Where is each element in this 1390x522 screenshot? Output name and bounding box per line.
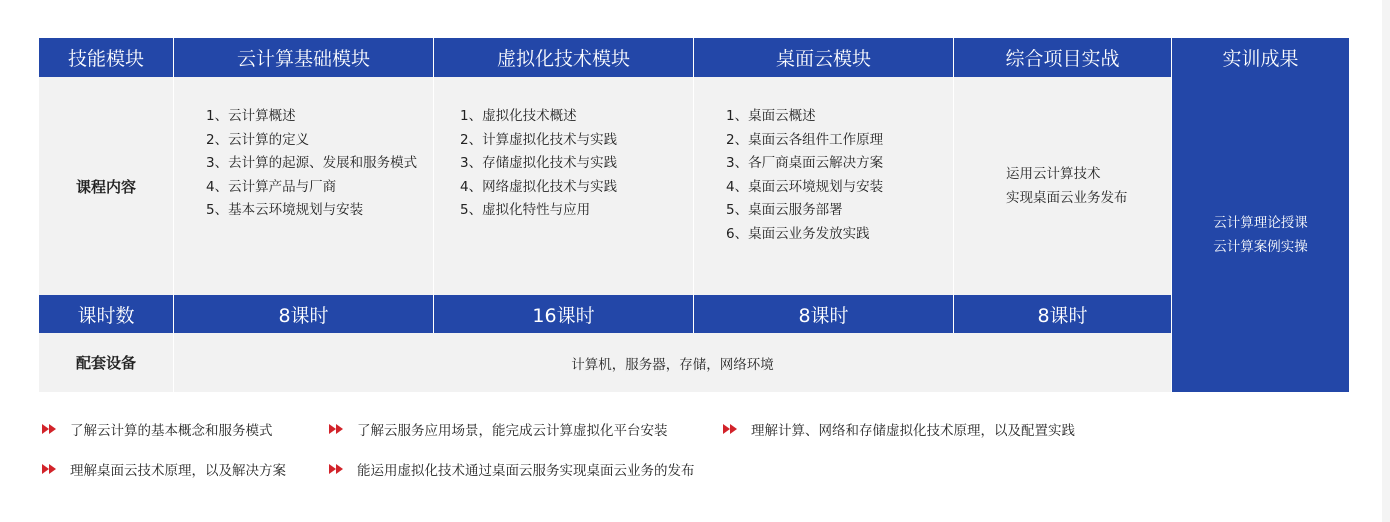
- header-results: 实训成果: [1172, 38, 1349, 77]
- list-item: 2、桌面云各组件工作原理: [726, 131, 884, 148]
- list-item: 5、虚拟化特性与应用: [460, 202, 591, 218]
- results-cell: [1172, 77, 1349, 392]
- list-item: 4、桌面云环境规划与安装: [726, 178, 884, 195]
- goal-item: [329, 419, 668, 439]
- list-item: 5、基本云环境规划与安装: [206, 202, 364, 218]
- goal-text: 了解云服务应用场景，能完成云计算虚拟化平台安装: [357, 423, 668, 439]
- list-item: 3、各厂商桌面云解决方案: [726, 155, 884, 171]
- list-item: 3、去计算的起源、发展和服务模式: [206, 155, 418, 171]
- equipment-value: 计算机，服务器，存储，网络环境: [174, 333, 1172, 392]
- list-item: 6、桌面云业务发放实践: [726, 225, 870, 242]
- hours-project: 8课时: [954, 295, 1172, 333]
- project-line: 实现桌面云业务发布: [1006, 190, 1128, 206]
- goal-item: [723, 419, 1075, 439]
- goal-text: 了解云计算的基本概念和服务模式: [70, 423, 273, 439]
- content-virtualization: [434, 77, 694, 295]
- hours-desktop-cloud: 8课时: [694, 295, 954, 333]
- double-arrow-icon: [329, 464, 345, 474]
- double-arrow-icon: [329, 424, 345, 434]
- scrollbar[interactable]: [1382, 0, 1390, 522]
- hours-cloud-basics: 8课时: [174, 295, 434, 333]
- list-item: 4、云计算产品与厂商: [206, 178, 337, 195]
- list-item: 5、桌面云服务部署: [726, 202, 843, 218]
- list-item: 1、云计算概述: [206, 108, 296, 124]
- header-virtualization: 虚拟化技术模块: [434, 38, 694, 77]
- double-arrow-icon: [42, 424, 58, 434]
- result-line: 云计算案例实操: [1213, 238, 1308, 255]
- goal-item: [42, 419, 273, 439]
- content-cloud-basics: [174, 77, 434, 295]
- row-label-content: 课程内容: [39, 77, 174, 295]
- course-table: [39, 38, 1349, 392]
- content-project: [954, 77, 1172, 295]
- header-cloud-basics: 云计算基础模块: [174, 38, 434, 77]
- list-item: 2、云计算的定义: [206, 131, 310, 148]
- double-arrow-icon: [42, 464, 58, 474]
- header-desktop-cloud: 桌面云模块: [694, 38, 954, 77]
- list-item: 4、网络虚拟化技术与实践: [460, 178, 618, 195]
- goal-text: 理解计算、网络和存储虚拟化技术原理，以及配置实践: [751, 423, 1075, 439]
- list-item: 1、虚拟化技术概述: [460, 108, 577, 124]
- hours-virtualization: 16课时: [434, 295, 694, 333]
- double-arrow-icon: [723, 424, 739, 434]
- list-item: 1、桌面云概述: [726, 108, 816, 124]
- goal-text: 能运用虚拟化技术通过桌面云服务实现桌面云业务的发布: [357, 463, 695, 479]
- header-skill-module: 技能模块: [39, 38, 174, 77]
- content-desktop-cloud: [694, 77, 954, 295]
- project-line: 运用云计算技术: [1006, 166, 1101, 182]
- goal-item: [42, 459, 286, 479]
- result-line: 云计算理论授课: [1213, 214, 1308, 231]
- goal-text: 理解桌面云技术原理，以及解决方案: [70, 463, 286, 479]
- list-item: 2、计算虚拟化技术与实践: [460, 131, 618, 148]
- header-project: 综合项目实战: [954, 38, 1172, 77]
- goal-item: [329, 459, 695, 479]
- row-label-hours: 课时数: [39, 295, 174, 333]
- list-item: 3、存储虚拟化技术与实践: [460, 155, 618, 171]
- row-label-equipment: 配套设备: [39, 333, 174, 392]
